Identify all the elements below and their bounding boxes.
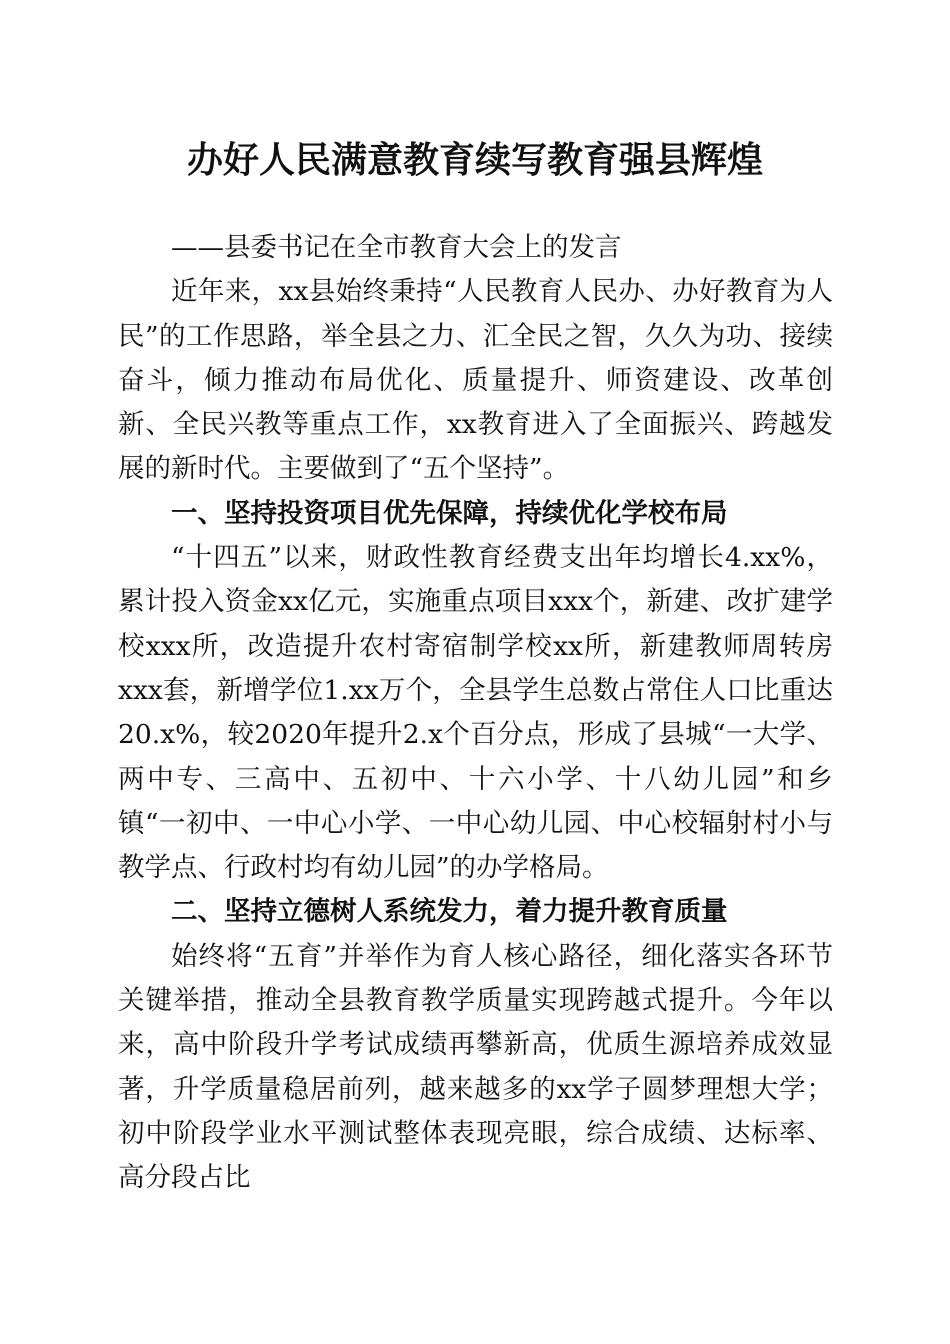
intro-paragraph: 近年来，xx县始终秉持“人民教育人民办、办好教育为人民”的工作思路，举全县之力、汇全民之智，久久为功、接续奋斗，倾力推动布局优化、质量提升、师资建设、改革创新、全民兴教等重点工作，xx教育进入了全面振兴、跨越发展的新时代。主要做到了“五个坚持”。 <box>118 276 833 485</box>
section-2-paragraph: 始终将“五育”并举作为育人核心路径，细化落实各环节关键举措，推动全县教育教学质量实现跨越式提升。今年以来，高中阶段升学考试成绩再攀新高，优质生源培养成效显著，升学质量稳居前列，越来越多的xx学子圆梦理想大学；初中阶段学业水平测试整体表现亮眼，综合成绩、达标率、高分段占比 <box>118 940 833 1194</box>
section-1-paragraph: “十四五”以来，财政性教育经费支出年均增长4.xx%，累计投入资金xx亿元，实施重点项目xxx个，新建、改扩建学校xxx所，改造提升农村寄宿制学校xx所，新建教师周转房xxx套，新增学位1.xx万个，全县学生总数占常住人口比重达20.x%，较2020年提升2.x个百分点，形成了县城“一大学、两中专、三高中、五初中、十六小学、十八幼儿园”和乡镇“一初中、一中心小学、一中心幼儿园、中心校辐射村小与教学点、行政村均有幼儿园”的办学格局。 <box>118 542 833 884</box>
document-body <box>118 226 833 1201</box>
section-2-heading: 二、坚持立德树人系统发力，着力提升教育质量 <box>171 896 728 928</box>
document-subtitle: ——县委书记在全市教育大会上的发言 <box>171 232 622 263</box>
section-1-heading: 一、坚持投资项目优先保障，持续优化学校布局 <box>171 497 728 529</box>
document-title: 办好人民满意教育续写教育强县辉煌 <box>186 139 763 181</box>
